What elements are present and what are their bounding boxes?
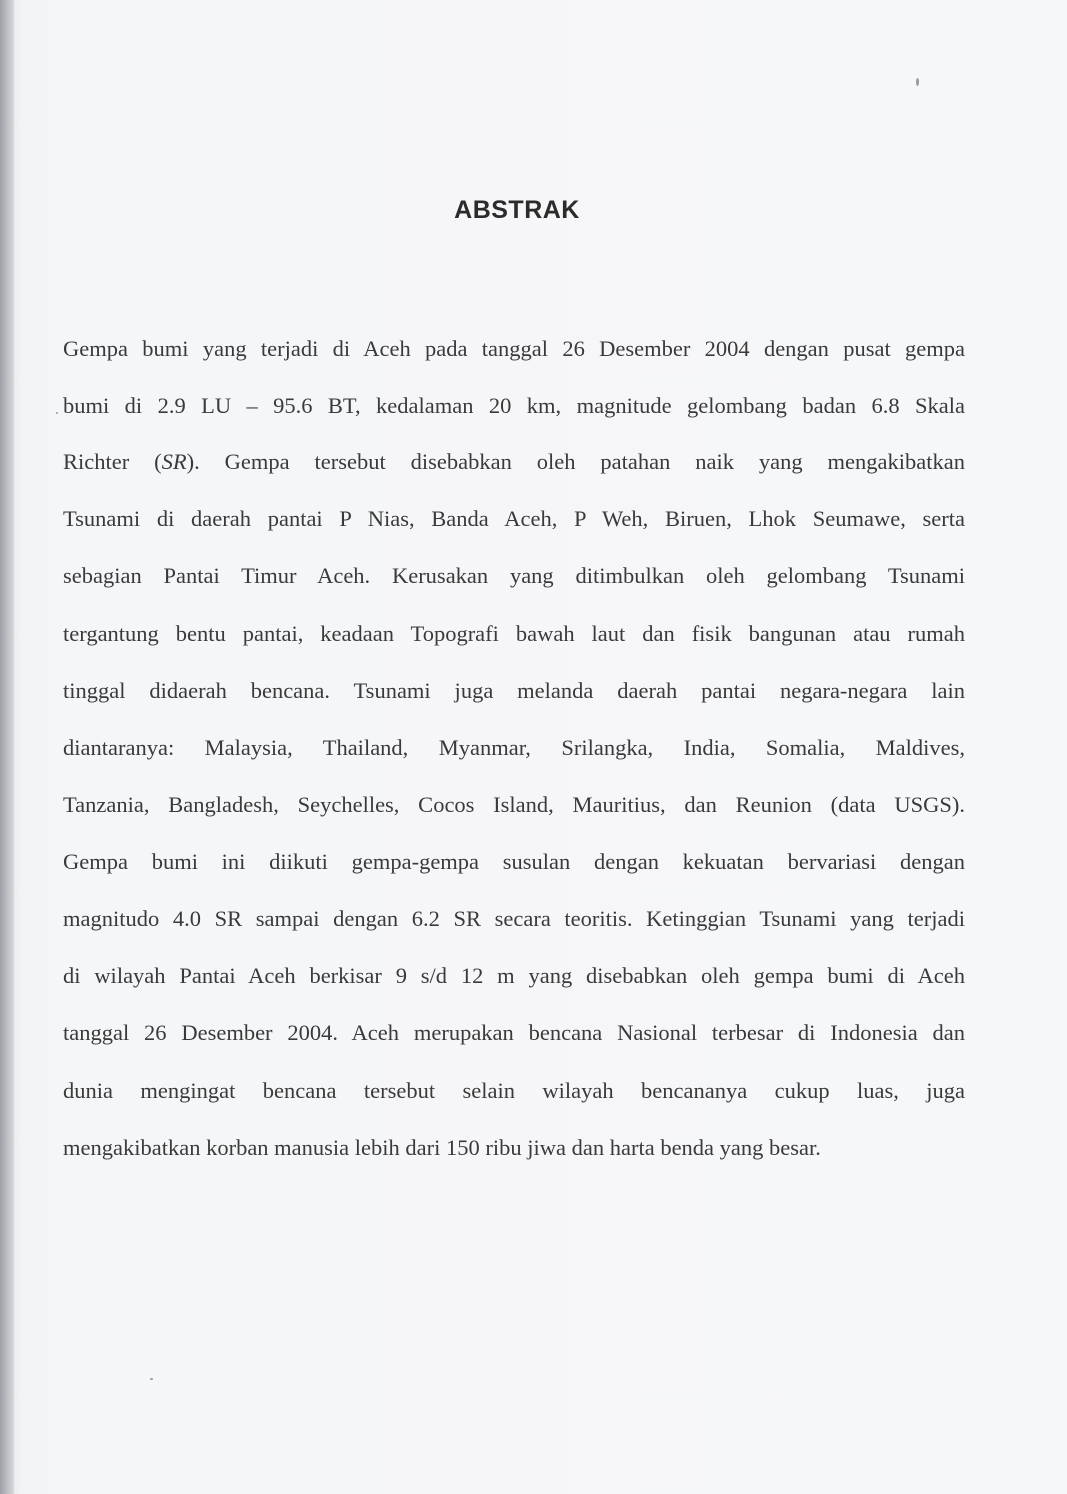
abstract-line: diantaranya: Malaysia, Thailand, Myanmar, Srilangka, India, Somalia, Maldives, [63,735,965,760]
abstract-line: Gempa bumi ini diikuti gempa-gempa susulan dengan kekuatan bervariasi dengan [63,849,965,874]
abstract-line: mengakibatkan korban manusia lebih dari 150 ribu jiwa dan harta benda yang besar. [63,1135,821,1160]
scan-speck [56,412,58,414]
text-segment: ). Gempa tersebut disebabkan oleh patahan naik yang mengakibatkan [186,449,966,474]
abstract-line: tergantung bentu pantai, keadaan Topografi bawah laut dan fisik bangunan atau rumah [63,621,965,646]
abstract-line: sebagian Pantai Timur Aceh. Kerusakan yang ditimbulkan oleh gelombang Tsunami [63,563,965,588]
scan-speck [916,78,919,86]
abstract-line: dunia mengingat bencana tersebut selain wilayah bencananya cukup luas, juga [63,1078,965,1103]
text-segment: Richter ( [63,449,162,474]
abstract-line: di wilayah Pantai Aceh berkisar 9 s/d 12 m yang disebabkan oleh gempa bumi di Aceh [63,963,965,988]
abstract-line: tinggal didaerah bencana. Tsunami juga melanda daerah pantai negara-negara lain [63,678,965,703]
abstract-line: Tanzania, Bangladesh, Seychelles, Cocos Island, Mauritius, dan Reunion (data USGS). [63,792,965,817]
abstract-line [63,447,965,477]
abstract-title: ABSTRAK [454,196,580,224]
abstract-line: Tsunami di daerah pantai P Nias, Banda Aceh, P Weh, Biruen, Lhok Seumawe, serta [63,506,965,531]
abstract-line: tanggal 26 Desember 2004. Aceh merupakan bencana Nasional terbesar di Indonesia dan [63,1020,965,1045]
abstract-line: bumi di 2.9 LU – 95.6 BT, kedalaman 20 km, magnitude gelombang badan 6.8 Skala [63,393,965,418]
scan-speck [150,1378,153,1380]
italic-abbreviation: SR [161,449,187,474]
abstract-line: magnitudo 4.0 SR sampai dengan 6.2 SR secara teoritis. Ketinggian Tsunami yang terjadi [63,906,965,931]
abstract-line: Gempa bumi yang terjadi di Aceh pada tanggal 26 Desember 2004 dengan pusat gempa [63,336,965,361]
